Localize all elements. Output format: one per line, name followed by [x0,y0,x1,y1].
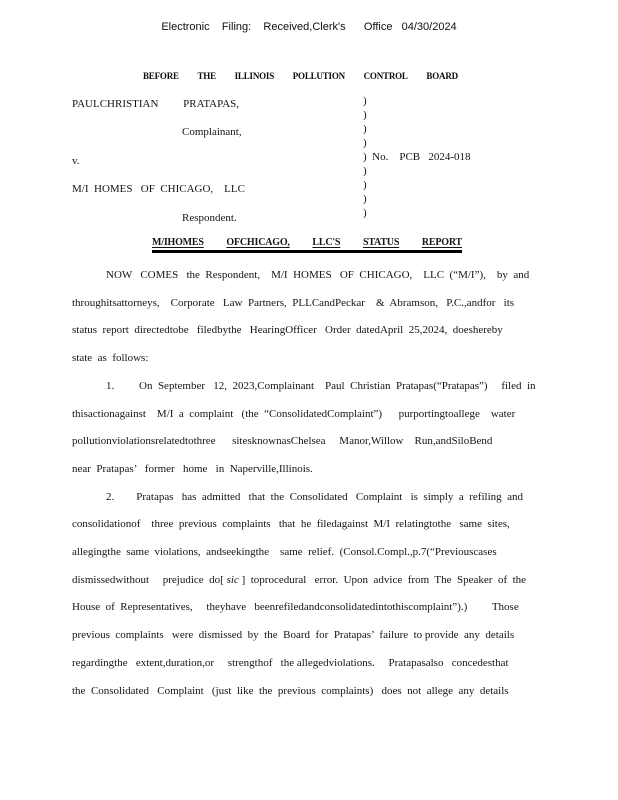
text-line: 1. On September 12, 2023,Complainant Paul Christian Pratapas(“Pratapas”) filed in [106,379,536,392]
court-banner-word: THE [197,71,216,81]
court-banner-word: ILLINOIS [234,71,275,81]
text-line: allegingthe same violations, andseekingthe same relief. (Consol.Compl.,p.7(“Previouscases [72,546,497,559]
document-title [152,237,462,248]
court-banner-word: BOARD [426,71,458,81]
court-banner-word: POLLUTION [292,71,345,81]
paren-column [363,94,471,220]
text-line: throughitsattorneys, Corporate Law Partners, PLLCandPeckar & Abramson, P.C.,andfor its [72,296,515,309]
text-line: regardingthe extent,duration,or strengthof the allegedviolations. Pratapasalso concedesthat [72,656,509,669]
paren-row: ) [363,137,367,150]
text-line: state as follows: [72,352,149,365]
text-line: the Consolidated Complaint (just like the previous complaints) does not allege any details [72,684,509,697]
paren-row: ) [363,179,367,192]
sic-italic: sic [226,573,239,586]
document-title-underline [152,237,462,253]
paren-row: ) No. PCB 2024-018 [363,151,471,164]
title-word: LLC'S [312,237,341,248]
text-line [72,567,562,595]
text-line: previous complaints were dismissed by the Board for Pratapas’ failure to provide any details [72,629,515,642]
party-line: v. [72,154,80,167]
document-body [72,262,562,705]
paren-row: ) [363,123,367,136]
paren-row: ) [363,109,367,122]
court-banner-word: BEFORE [143,71,179,81]
party-line: M/I HOMES OF CHICAGO, LLC [72,183,245,196]
case-caption [0,0,618,240]
text-line: thisactionagainst M/I a complaint (the “ConsolidatedComplaint”) purportingtoallege water [72,407,516,420]
efiling-header: Electronic Filing: Received,Clerk's Office 04/30/2024 [161,21,457,33]
text-line: NOW COMES the Respondent, M/I HOMES OF CHICAGO, LLC (“M/I”), by and [106,269,530,281]
paragraph-1 [72,373,562,484]
title-word: M/IHOMES [152,237,204,248]
title-word: OFCHICAGO, [226,237,290,248]
text-segment: dismissedwithout prejudice do[ [72,573,227,586]
text-segment: ] toprocedural error. Upon advice from The Speaker of the [238,573,527,586]
party-line: Respondent. [182,211,237,224]
party-line: Complainant, [182,126,242,139]
paren-row: ) [363,165,367,178]
text-line: pollutionviolationsrelatedtothree sitesknownasChelsea Manor,Willow Run,andSiloBend [72,435,493,448]
text-line: House of Representatives, theyhave beenrefiledandconsolidatedintothiscomplaint”).) Those [72,601,519,614]
party-line: PAULCHRISTIAN PRATAPAS, [72,98,240,110]
party-block [72,90,245,232]
court-banner-word: CONTROL [363,71,408,81]
text-line: consolidationof three previous complaints that he filedagainst M/I relatingtothe same sites, [72,518,510,531]
intro-paragraph [72,262,562,373]
paren-row: ) [363,193,367,206]
text-line: 2. Pratapas has admitted that the Consolidated Complaint is simply a refiling and [106,490,524,503]
title-word: STATUS [362,237,400,248]
paragraph-2 [72,484,562,706]
text-line: status report directedtobe filedbythe HearingOfficer Order datedApril 25,2024, doeshereby [72,324,503,337]
paren-row: ) [363,207,367,220]
text-line: near Pratapas’ former home in Naperville,Illinois. [72,462,313,475]
title-word: REPORT [421,237,462,248]
paren-row: ) [363,95,367,107]
